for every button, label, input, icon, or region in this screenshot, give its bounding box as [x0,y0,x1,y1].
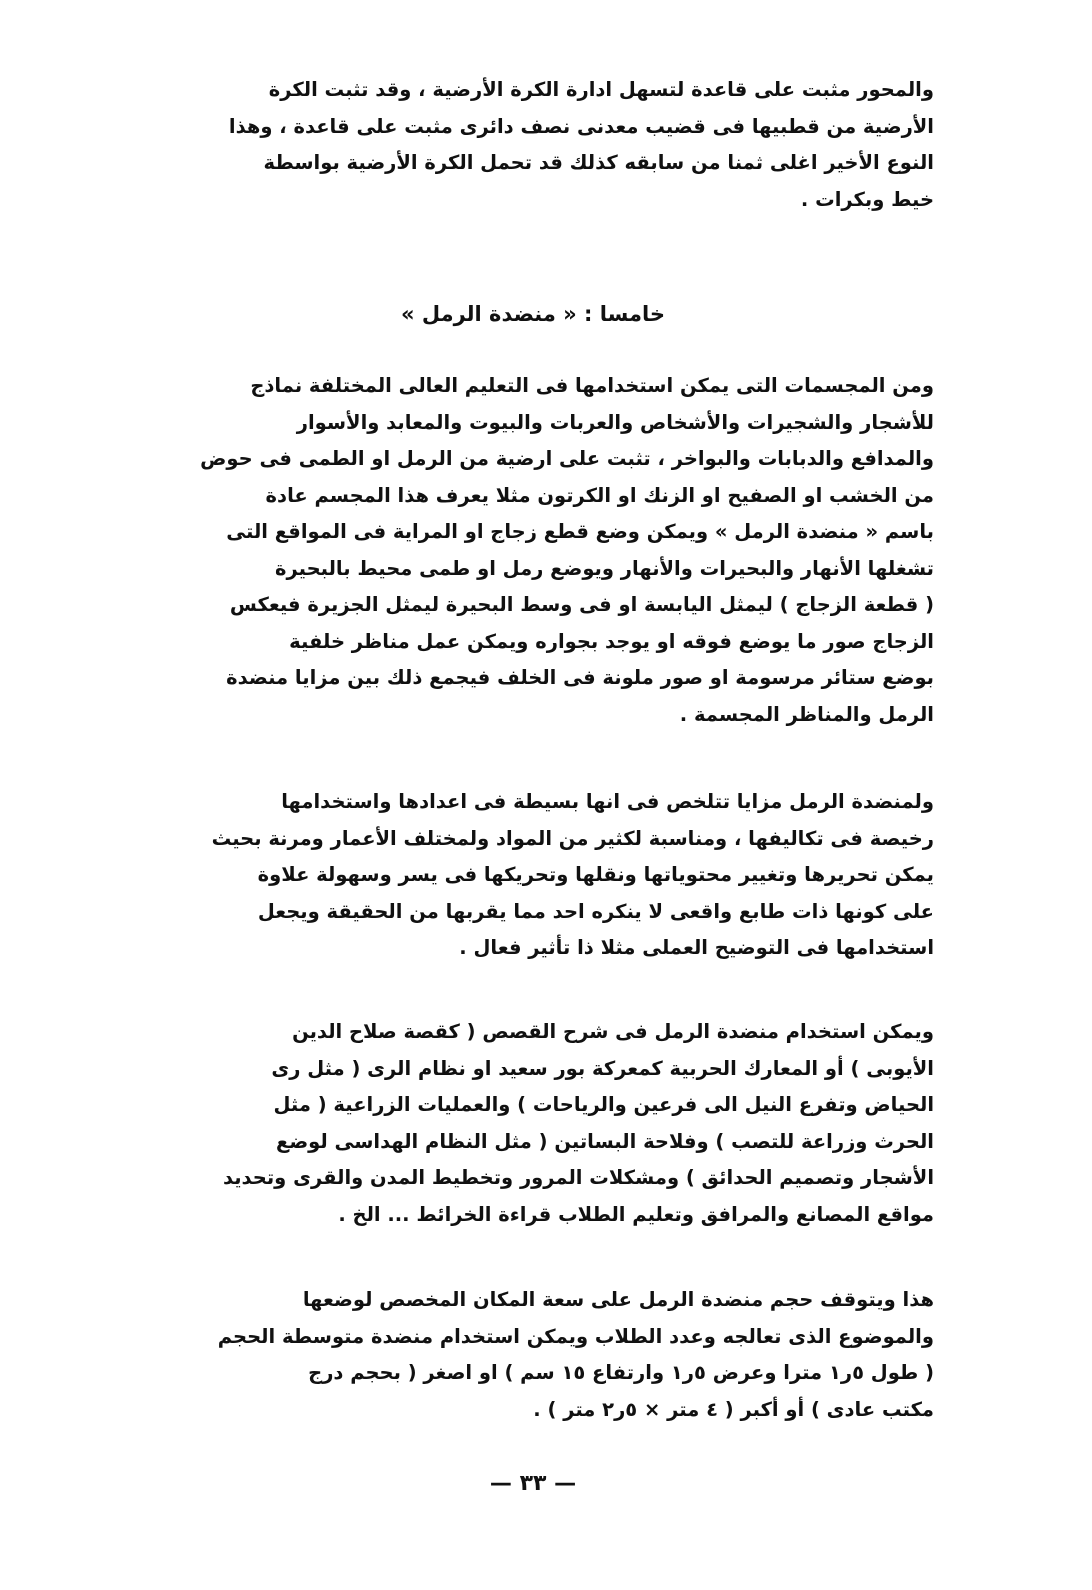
text-line: باسم « منضدة الرمل » ويمكن وضع قطع زجاج او المراية فى المواقع التى [226,520,934,543]
text-line: تشغلها الأنهار والبحيرات والأنهار ويوضع رمل او طمى محيط بالبحيرة [274,556,934,580]
body-paragraph-3 [132,1014,934,1233]
body-paragraph-4 [132,1282,934,1428]
text-line: والموضوع الذى تعالجه وعدد الطلاب ويمكن استخدام منضدة متوسطة الحجم [217,1324,934,1348]
text-line: ومن المجسمات التى يمكن استخدامها فى التعليم العالى المختلفة نماذج [250,374,934,397]
text-line: الأيوبى ) أو المعارك الحربية كمعركة بور سعيد او نظام الرى ( مثل رى [271,1056,934,1080]
text-line: يمكن تحريرها وتغيير محتوياتها ونقلها وتحريكها فى يسر وسهولة علاوة [257,863,934,886]
text-line: والمحور مثبت على قاعدة لتسهل ادارة الكرة الأرضية ، وقد تثبت الكرة [268,78,934,101]
body-paragraph-2 [132,784,934,967]
text-line: الأشجار وتصميم الحدائق ) ومشكلات المرور وتخطيط المدن والقرى وتحديد [222,1166,934,1189]
text-line: الحياض وتفرع النيل الى فرعين والرياحات ) والعمليات الزراعية ( مثل [273,1093,934,1116]
text-line: ولمنضدة الرمل مزايا تتلخص فى انها بسيطة فى اعدادها واستخدامها [281,790,934,813]
text-line: مواقع المصانع والمرافق وتعليم الطلاب قراءة الخرائط ... الخ . [338,1202,934,1226]
text-line: بوضع ستائر مرسومة او صور ملونة فى الخلف فيجمع ذلك بين مزايا منضدة [226,666,934,689]
text-line: الحرث وزراعة للتصب ) وفلاحة البساتين ( مثل النظام الهداسى لوضع [276,1129,934,1153]
text-line: الزجاج صور ما يوضع فوقه او يوجد بجواره ويمكن عمل مناظر خلفية [289,629,934,653]
text-line: استخدامها فى التوضيح العملى مثلا ذا تأثير فعال . [459,936,934,959]
text-line: على كونها ذات طابع واقعى لا ينكره احد مما يقربها من الحقيقة ويجعل [257,899,934,923]
text-line: رخيصة فى تكاليفها ، ومناسبة لكثير من المواد ولمختلف الأعمار ومرنة بحيث [211,826,934,850]
text-line: من الخشب او الصفيح او الزنك او الكرتون مثلا يعرف هذا المجسم عادة [265,483,934,507]
text-line: مكتب عادى ) أو أكبر ( ٤ متر × ٥ر٢ متر ) . [533,1397,934,1421]
text-line: هذا ويتوقف حجم منضدة الرمل على سعة المكان المخصص لوضعها [302,1288,934,1311]
text-line: خيط وبكرات . [800,187,934,211]
opening-paragraph [132,72,934,218]
text-line: للأشجار والشجيرات والأشخاص والعربات والبيوت والمعابد والأسوار [296,410,934,434]
text-line: الأرضية من قطبيها فى قضيب معدنى نصف دائرى مثبت على قاعدة ، وهذا [228,114,934,138]
page-number: — ٣٣ — [489,1471,577,1496]
text-line: النوع الأخير اغلى ثمنا من سابقه كذلك قد تحمل الكرة الأرضية بواسطة [263,151,934,174]
section-heading: خامسا : « منضدة الرمل » [400,302,666,326]
body-paragraph-1 [132,368,934,733]
text-line: والمدافع والدبابات والبواخر ، تثبت على ارضية من الرمل او الطمى فى حوض [200,447,934,470]
text-line: ويمكن استخدام منضدة الرمل فى شرح القصص ( كقصة صلاح الدين [292,1020,934,1043]
text-line: ( طول ٥ر١ مترا وعرض ٥ر١ وارتفاع ١٥ سم ) او اصغر ( بحجم درج [308,1361,934,1384]
text-line: ( قطعة الزجاج ) ليمثل اليابسة او فى وسط البحيرة ليمثل الجزيرة فيعكس [229,593,934,616]
text-line: الرمل والمناظر المجسمة . [679,702,934,726]
